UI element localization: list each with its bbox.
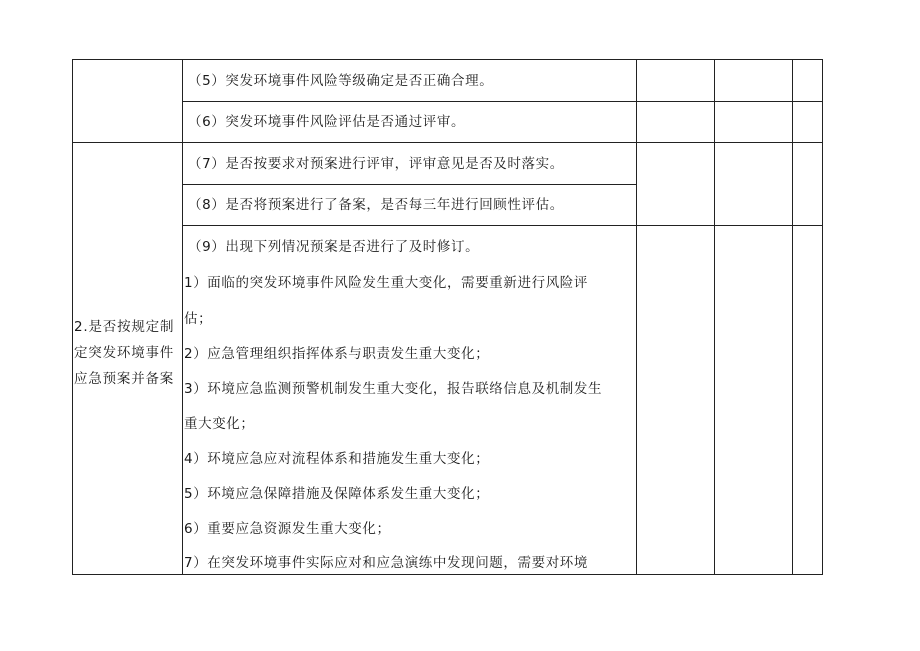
table-top-border [72,59,823,60]
column-divider [714,59,715,575]
check-item-9: （9）出现下列情况预案是否进行了及时修订。 [188,239,480,255]
column-divider [792,59,793,575]
column-divider [636,59,637,575]
row-divider [182,184,636,185]
item-label-line: 应急预案并备案 [74,371,175,387]
row-divider [182,225,823,226]
table-right-border [822,59,823,575]
revision-condition: 6）重要应急资源发生重大变化； [184,521,391,537]
item-label-line: 2.是否按规定制 [74,319,175,335]
table-left-border [72,59,73,575]
check-item-8: （8）是否将预案进行了备案，是否每三年进行回顾性评估。 [188,197,564,213]
check-item-7: （7）是否按要求对预案进行评审，评审意见是否及时落实。 [188,156,564,172]
row-divider [182,101,823,102]
revision-condition: 4）环境应急应对流程体系和措施发生重大变化； [184,451,490,467]
check-item-6: （6）突发环境事件风险评估是否通过评审。 [188,114,466,130]
revision-condition: 2）应急管理组织指挥体系与职责发生重大变化； [184,346,490,362]
row-divider [72,142,823,143]
item-label-line: 定突发环境事件 [74,345,175,361]
revision-condition-cont: 重大变化； [184,416,255,432]
revision-condition: 5）环境应急保障措施及保障体系发生重大变化； [184,486,490,502]
revision-condition-cont: 估； [184,311,213,327]
item-label-cell [74,314,182,392]
revision-condition: 7）在突发环境事件实际应对和应急演练中发现问题，需要对环境 [184,555,588,571]
revision-condition: 3）环境应急监测预警机制发生重大变化，报告联络信息及机制发生 [184,381,603,397]
revision-condition: 1）面临的突发环境事件风险发生重大变化，需要重新进行风险评 [184,275,588,291]
check-item-5: （5）突发环境事件风险等级确定是否正确合理。 [188,73,494,89]
column-divider [182,59,183,575]
table-bottom-border [72,574,823,575]
